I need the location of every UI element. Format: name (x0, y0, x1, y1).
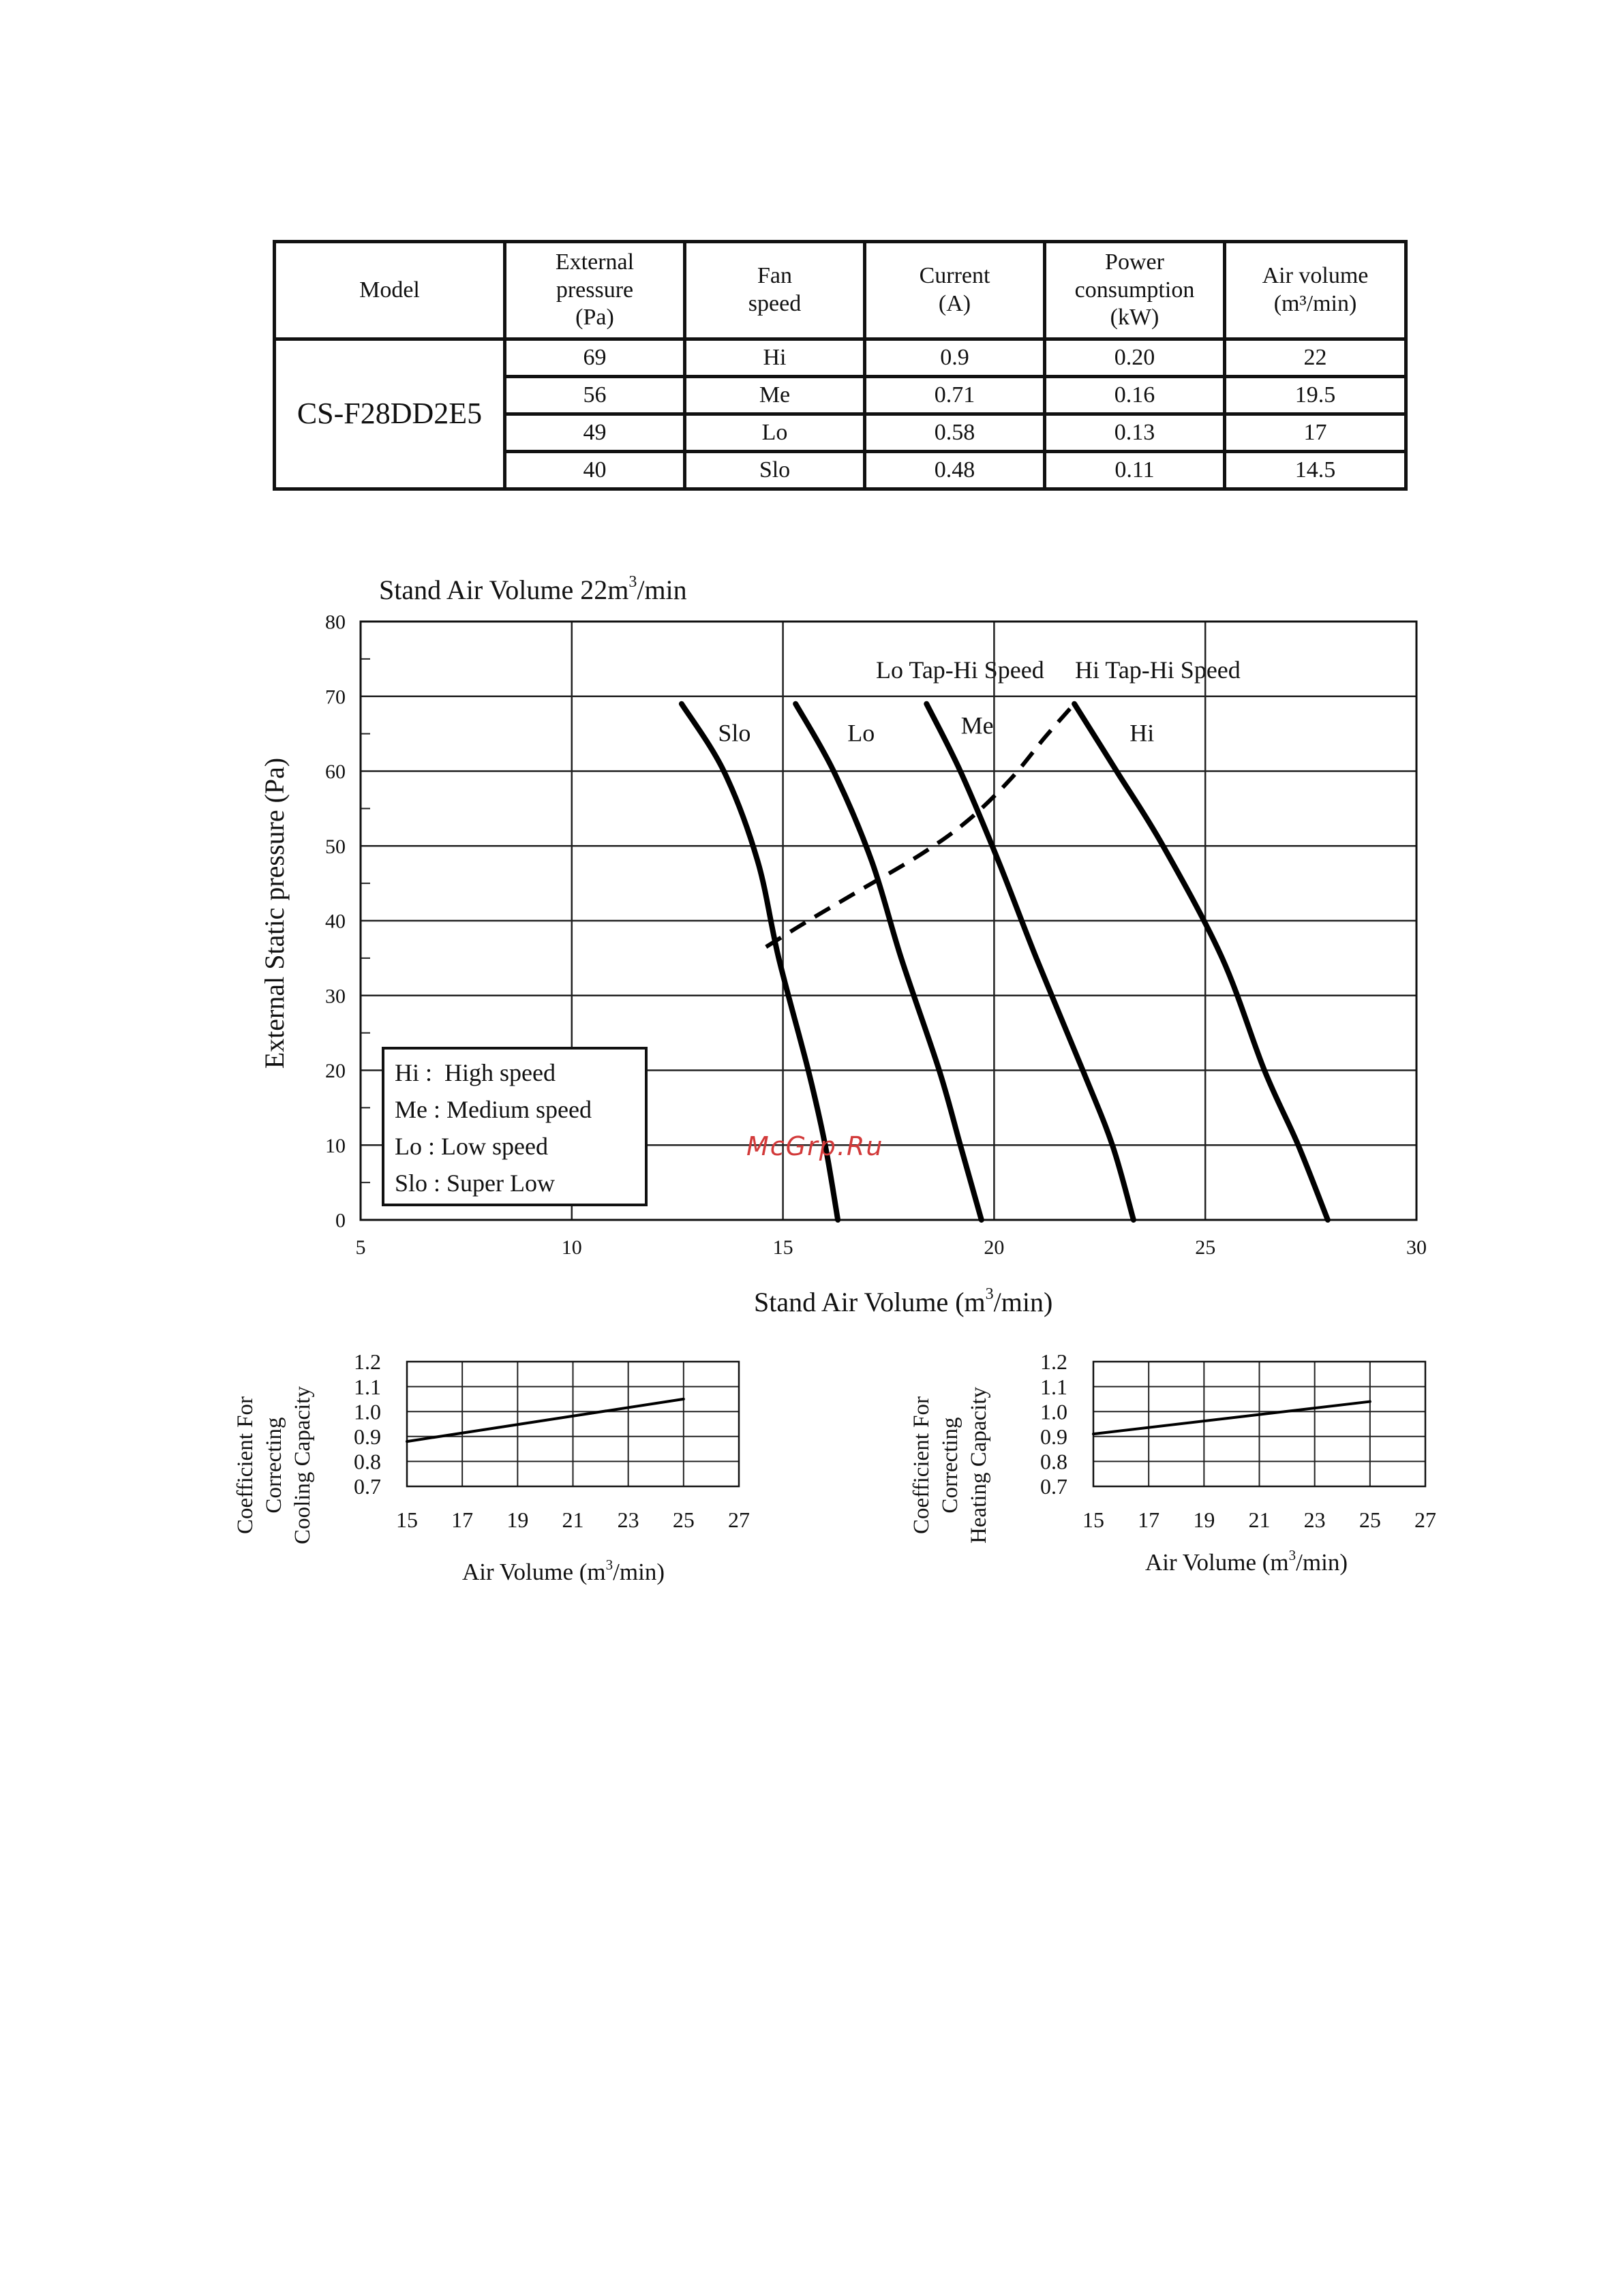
heating-chart-grid (1093, 1362, 1425, 1486)
y-tick-label: 0.7 (354, 1474, 381, 1499)
header-current: Current (A) (865, 242, 1045, 339)
cell-power: 0.13 (1045, 414, 1225, 452)
y-tick-label: 1.1 (354, 1374, 381, 1399)
series-line-trend (407, 1399, 684, 1441)
y-tick-label: 0.8 (1040, 1449, 1067, 1474)
cell-air-volume: 19.5 (1225, 377, 1406, 414)
heating-chart-series (1093, 1402, 1370, 1435)
cell-pressure: 49 (505, 414, 685, 452)
header-fan-speed: Fan speed (685, 242, 865, 339)
x-tick-label: 5 (355, 1236, 366, 1259)
cell-air-volume: 17 (1225, 414, 1406, 452)
cell-pressure: 40 (505, 452, 685, 489)
y-tick-label: 60 (325, 761, 346, 783)
x-tick-label: 19 (1193, 1507, 1215, 1532)
x-tick-label: 21 (562, 1507, 584, 1532)
cell-current: 0.58 (865, 414, 1045, 452)
cell-power: 0.11 (1045, 452, 1225, 489)
x-tick-label: 20 (984, 1236, 1005, 1259)
cell-pressure: 56 (505, 377, 685, 414)
y-tick-label: 50 (325, 835, 346, 858)
x-tick-label: 25 (1195, 1236, 1216, 1259)
y-tick-label: 0.9 (1040, 1424, 1067, 1449)
heating-chart-ticks (1040, 1349, 1436, 1532)
cell-pressure: 69 (505, 339, 685, 377)
y-tick-label: 1.0 (354, 1399, 381, 1424)
y-tick-label: 30 (325, 985, 346, 1008)
series-label-lo: Lo (847, 719, 875, 747)
series-line-tap-hi-speed (766, 704, 1074, 947)
heating-chart-y-label (909, 1387, 991, 1544)
cooling-chart (233, 1349, 750, 1585)
annotation-hi-tap: Hi Tap-Hi Speed (1075, 656, 1241, 684)
cell-power: 0.20 (1045, 339, 1225, 377)
cooling-chart-x-axis-label: Air Volume $(m^3/\min)$ (462, 1557, 665, 1585)
cell-power: 0.16 (1045, 377, 1225, 414)
series-line-trend (1093, 1402, 1370, 1435)
x-tick-label: 17 (451, 1507, 474, 1532)
cell-fan-speed: Slo (685, 452, 865, 489)
y-tick-label: 10 (325, 1134, 346, 1157)
header-model: Model (275, 242, 505, 339)
x-tick-label: 17 (1138, 1507, 1160, 1532)
annotation-lo-tap: Lo Tap-Hi Speed (876, 656, 1044, 684)
cooling-y-label-line-1: Coefficient For (233, 1396, 258, 1534)
y-tick-label: 80 (325, 611, 346, 634)
heating-chart (909, 1349, 1436, 1576)
legend-item-lo: Lo : Low speed (395, 1133, 548, 1160)
y-tick-label: 0.9 (354, 1424, 381, 1449)
x-tick-label: 25 (1359, 1507, 1381, 1532)
cooling-y-label-line-2: Correcting (262, 1417, 286, 1514)
cell-air-volume: 22 (1225, 339, 1406, 377)
y-tick-label: 0.8 (354, 1449, 381, 1474)
cooling-y-label-line-3: Cooling Capacity (290, 1386, 315, 1544)
legend-item-slo: Slo : Super Low (395, 1169, 556, 1197)
x-tick-label: 19 (506, 1507, 529, 1532)
header-air-volume: Air volume (m³/min) (1225, 242, 1406, 339)
x-tick-label: 23 (617, 1507, 639, 1532)
y-tick-label: 1.1 (1040, 1374, 1067, 1399)
x-tick-label: 10 (561, 1236, 582, 1259)
cell-fan-speed: Hi (685, 339, 865, 377)
x-tick-label: 15 (396, 1507, 418, 1532)
header-power: Power consumption (kW) (1045, 242, 1225, 339)
y-tick-label: 1.2 (1040, 1349, 1067, 1375)
cell-fan-speed: Lo (685, 414, 865, 452)
watermark: McGrp.Ru (746, 1131, 884, 1161)
y-tick-label: 0 (335, 1209, 346, 1232)
main-chart-y-axis-label: External Static pressure (Pa) (259, 757, 290, 1069)
x-tick-label: 27 (728, 1507, 750, 1532)
heating-y-label-line-3: Heating Capacity (967, 1386, 991, 1544)
legend (383, 1048, 646, 1205)
x-tick-label: 27 (1414, 1507, 1436, 1532)
x-tick-label: 30 (1406, 1236, 1427, 1259)
y-tick-label: 0.7 (1040, 1474, 1067, 1499)
y-tick-label: 1.0 (1040, 1399, 1067, 1424)
legend-item-hi: Hi : High speed (395, 1059, 556, 1086)
cell-current: 0.9 (865, 339, 1045, 377)
heating-chart-x-axis-label: Air Volume $(m^3/\min)$ (1145, 1547, 1348, 1576)
x-tick-label: 21 (1248, 1507, 1271, 1532)
cell-current: 0.48 (865, 452, 1045, 489)
cell-fan-speed: Me (685, 377, 865, 414)
x-tick-label: 15 (772, 1236, 793, 1259)
legend-item-me: Me : Medium speed (395, 1096, 592, 1123)
y-tick-label: 1.2 (354, 1349, 381, 1375)
cooling-chart-grid (407, 1362, 739, 1486)
cell-air-volume: 14.5 (1225, 452, 1406, 489)
series-label-me: Me (960, 711, 994, 739)
header-pressure: External pressure (Pa) (505, 242, 685, 339)
cooling-chart-series (407, 1399, 684, 1441)
series-label-hi: Hi (1129, 719, 1155, 747)
main-chart-x-axis-label: Stand Air Volume $(m^3/\min)$ (754, 1285, 1053, 1317)
model-name: CS-F28DD2E5 (275, 339, 505, 489)
heating-y-label-line-2: Correcting (938, 1417, 962, 1514)
x-tick-label: 15 (1082, 1507, 1104, 1532)
x-tick-label: 25 (672, 1507, 695, 1532)
x-tick-label: 23 (1303, 1507, 1326, 1532)
y-tick-label: 20 (325, 1060, 346, 1082)
series-label-slo: Slo (718, 719, 751, 747)
heating-y-label-line-1: Coefficient For (909, 1396, 934, 1534)
y-tick-label: 70 (325, 686, 346, 709)
cooling-chart-y-label (233, 1386, 315, 1544)
y-tick-label: 40 (325, 910, 346, 933)
cell-current: 0.71 (865, 377, 1045, 414)
main-chart-title: Stand Air Volume $22m^3/\min$ (379, 573, 687, 605)
